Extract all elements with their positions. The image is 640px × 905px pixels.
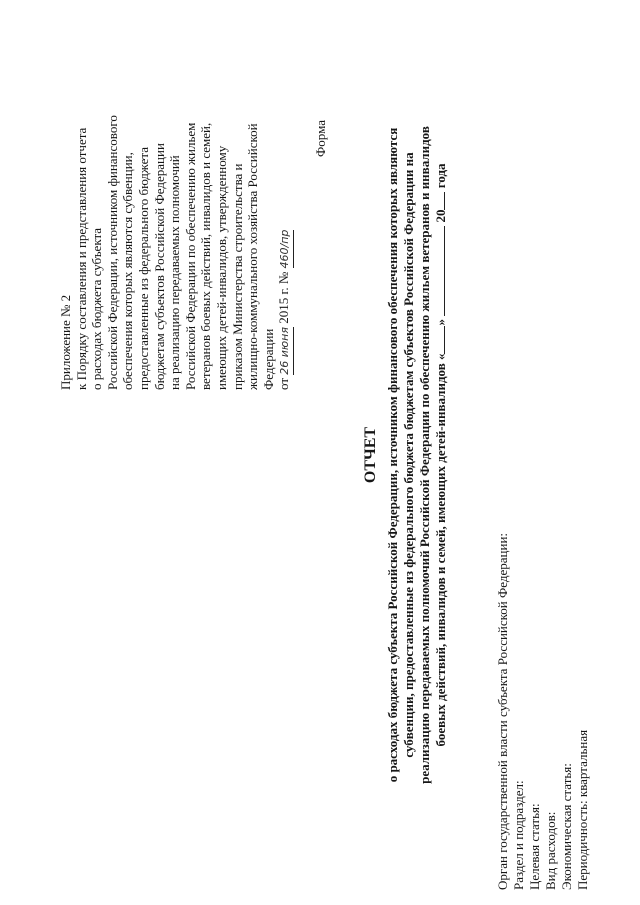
date-year: 2015 г. №	[276, 271, 292, 324]
appendix-line: обеспечения которых являются субвенции,	[120, 152, 136, 390]
day-blank	[433, 326, 445, 354]
appendix-line: на реализацию передаваемых полномочий	[167, 155, 183, 390]
appendix-line: Российской Федерации по обеспечению жильем	[182, 122, 198, 390]
report-line-last	[433, 65, 449, 845]
appendix-header	[58, 0, 294, 390]
appendix-line: Федерации	[260, 328, 276, 390]
appendix-line: Приложение № 2	[58, 294, 73, 390]
info-field: Вид расходов:	[543, 811, 558, 890]
report-line: реализацию передаваемых полномочий Российской Федерации по обеспечению жильем ветеранов и инвалидов	[417, 126, 432, 784]
appendix-line: приказом Министерства строительства и	[229, 163, 245, 390]
appendix-line: Российской Федерации, источником финансового	[104, 115, 120, 390]
handwritten-date: 26 июня	[277, 327, 294, 375]
report-info-fields	[495, 533, 591, 890]
year-suffix: года	[433, 163, 448, 189]
appendix-line: имеющих детей-инвалидов, утвержденному	[213, 145, 229, 390]
appendix-line: к Порядку составления и представления отчета	[73, 127, 89, 390]
report-line: субвенции, предоставленные из федерального бюджета бюджетам субъектов Российской Федерации на	[401, 152, 416, 758]
info-field: Экономическая статья:	[559, 763, 574, 890]
report-line-text: боевых действий, инвалидов и семей, имеющих детей-инвалидов «	[433, 353, 448, 747]
appendix-line: о расходах бюджета субъекта	[89, 227, 105, 390]
appendix-line: жилищно-коммунального хозяйства Российской	[245, 123, 261, 390]
info-field: Раздел и подраздел:	[511, 780, 526, 890]
info-field: Периодичность: квартальная	[575, 729, 590, 890]
report-line: о расходах бюджета субъекта Российской Федерации, источником финансового обеспечения которых являются	[385, 127, 400, 783]
month-blank	[433, 226, 445, 316]
report-title: ОТЧЕТ	[362, 426, 379, 484]
approval-date-line	[276, 0, 294, 390]
appendix-line: ветеранов боевых действий, инвалидов и семей,	[198, 122, 214, 390]
year-blank	[433, 192, 445, 210]
quote-close: »	[433, 319, 448, 326]
report-subtitle	[385, 65, 449, 845]
info-field: Целевая статья:	[527, 803, 542, 890]
appendix-line: предоставленные из федерального бюджета	[135, 146, 151, 390]
date-prefix: от	[276, 377, 292, 390]
year-prefix: 20	[433, 209, 448, 223]
form-label: Форма	[313, 120, 328, 157]
info-field: Орган государственной власти субъекта Российской Федерации:	[495, 532, 510, 890]
appendix-line: бюджетам субъектов Российской Федерации	[151, 143, 167, 390]
handwritten-order-number: 460/пр	[277, 230, 294, 269]
